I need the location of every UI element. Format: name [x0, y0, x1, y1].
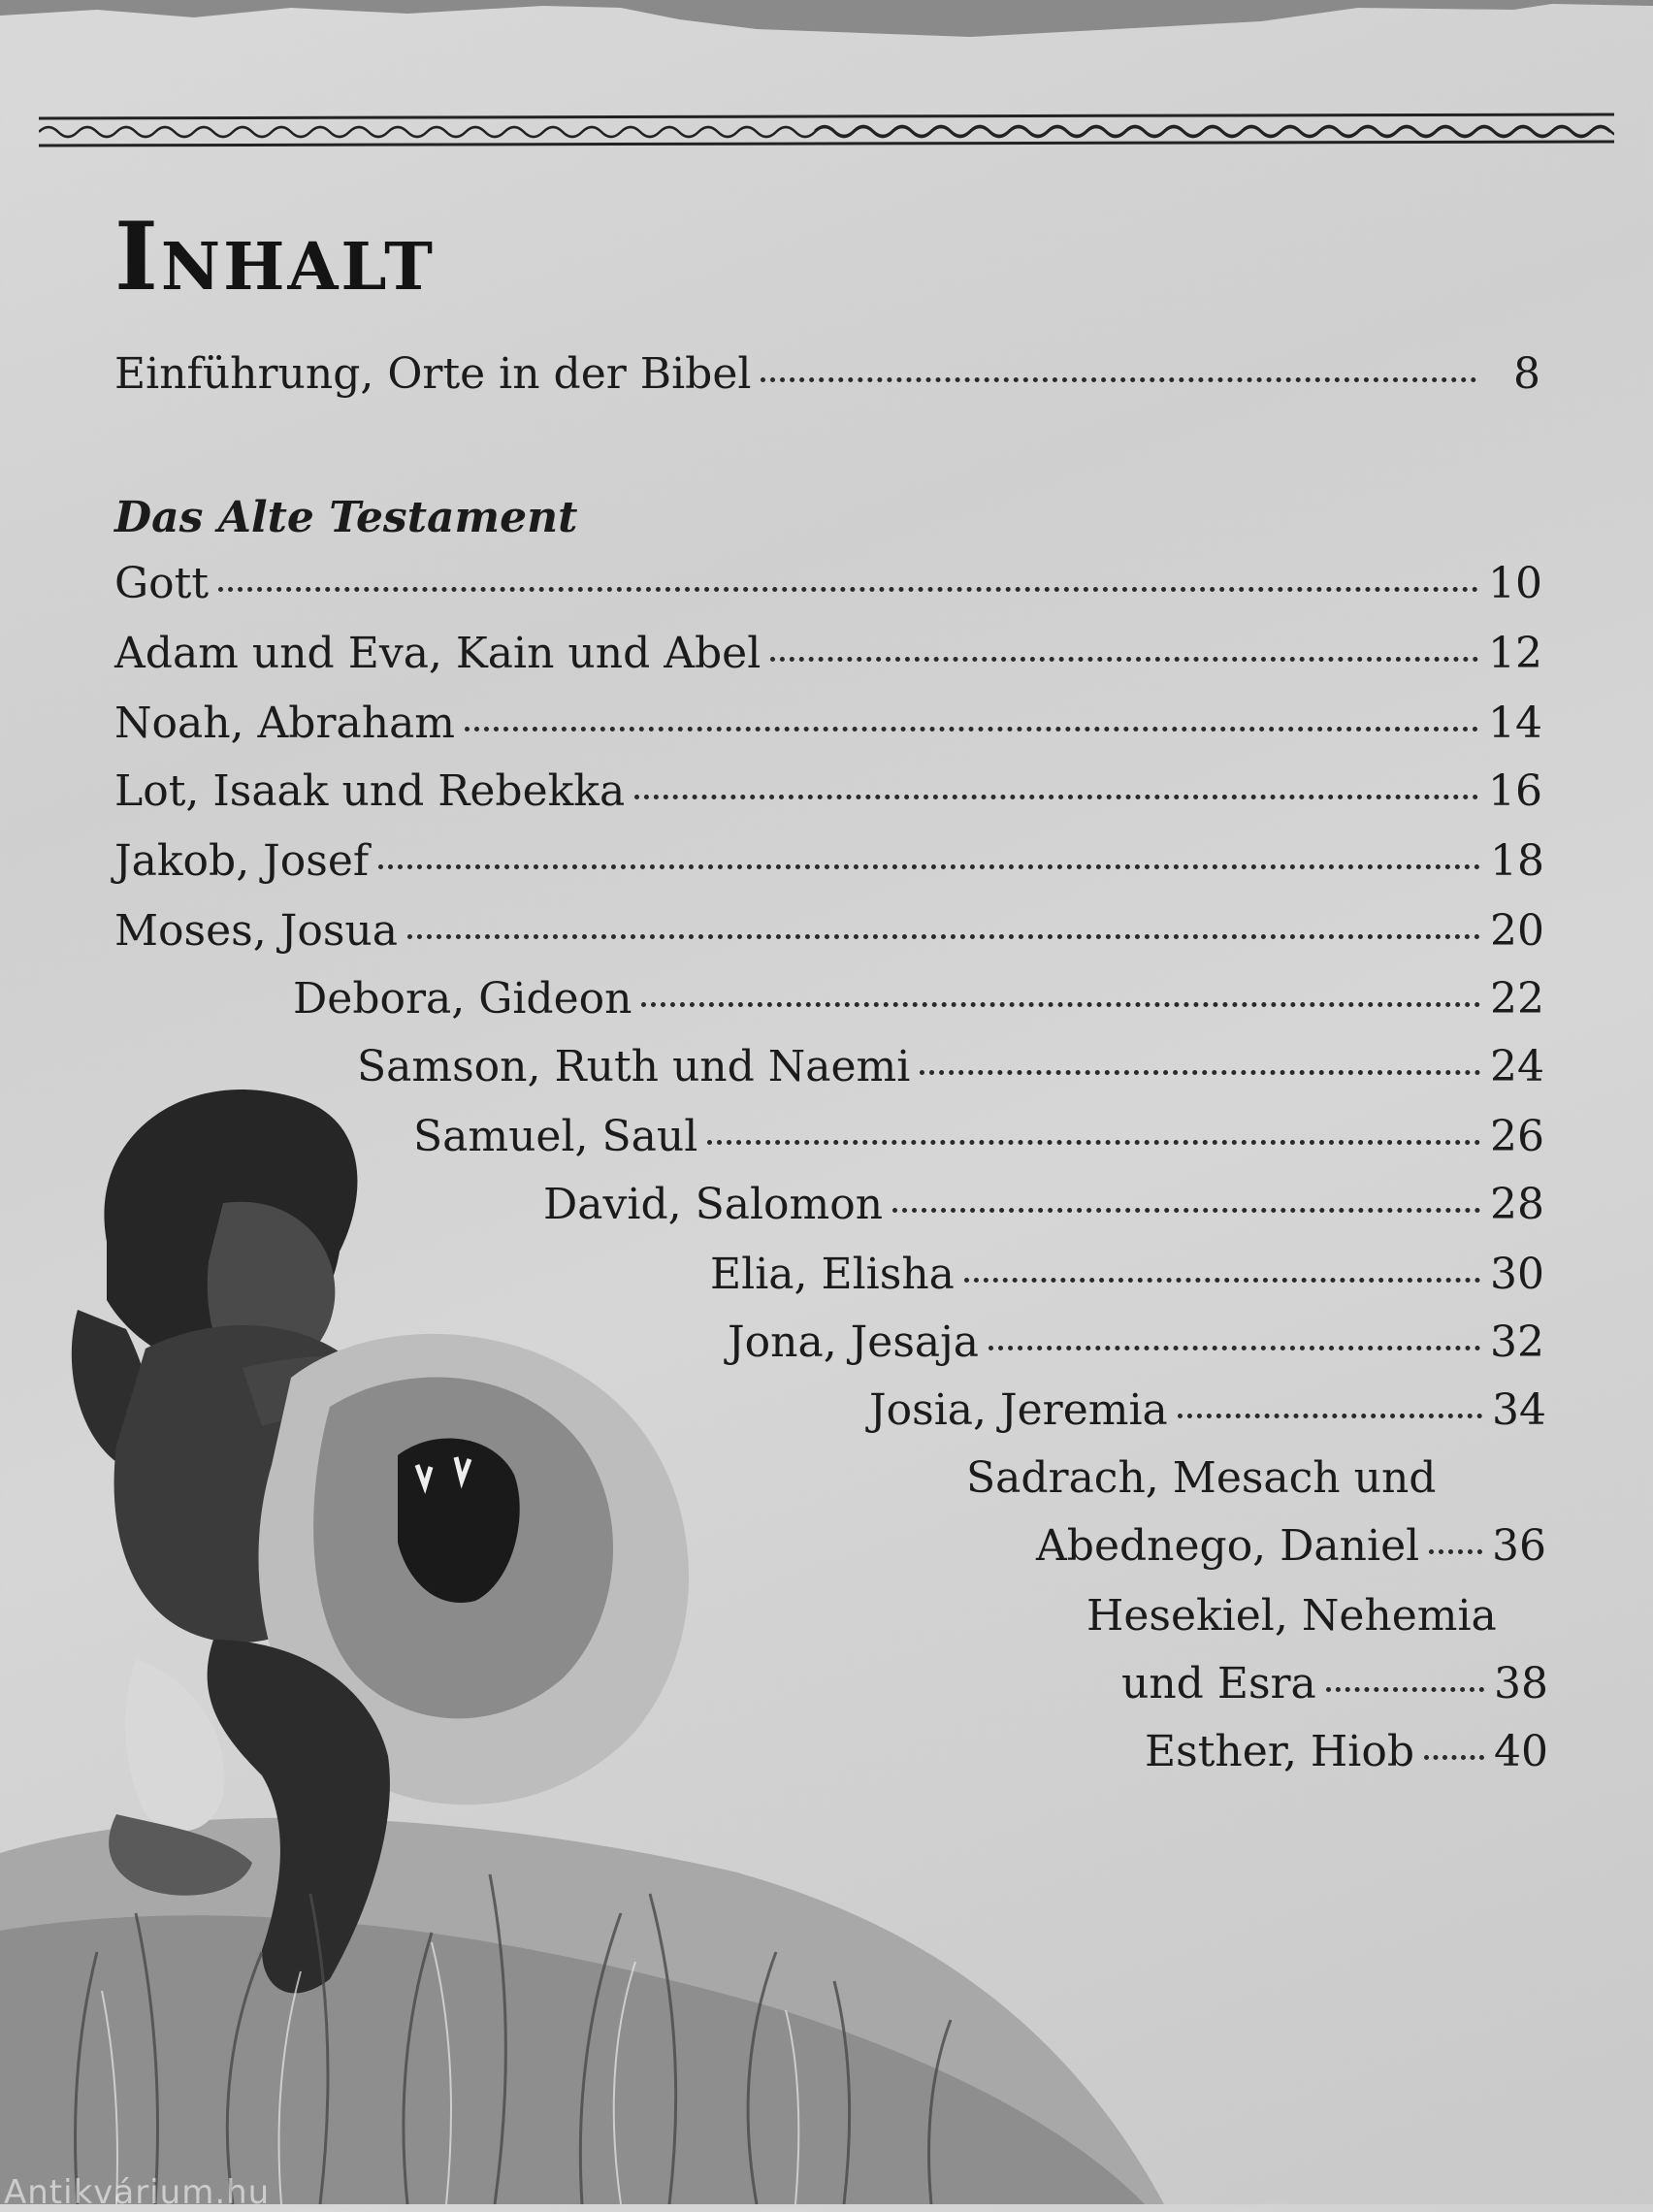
toc-entry: [1121, 1659, 1548, 1717]
toc-page-number: 26: [1490, 1112, 1544, 1161]
toc-entry-label: Samuel, Saul: [413, 1112, 698, 1161]
toc-entry-label: und Esra: [1121, 1659, 1316, 1708]
dot-leader: [465, 727, 1478, 732]
dot-leader: [761, 377, 1476, 382]
toc-entry-label: Elia, Elisha: [710, 1250, 955, 1299]
toc-entry-label: Sadrach, Mesach und: [966, 1453, 1437, 1503]
toc-page-number: 40: [1494, 1727, 1548, 1776]
toc-page-number: 18: [1490, 836, 1544, 886]
dot-leader: [1178, 1414, 1482, 1418]
toc-entry-label: David, Salomon: [543, 1180, 884, 1229]
toc-entry-label: Moses, Josua: [114, 906, 398, 956]
toc-page-number: 12: [1488, 629, 1542, 678]
dot-leader: [378, 864, 1480, 869]
toc-entry-label: Jona, Jesaja: [728, 1317, 980, 1367]
toc-page-number: 22: [1490, 974, 1544, 1024]
watermark-text: Antikvárium.hu: [4, 2173, 271, 2212]
toc-page-number: 28: [1490, 1180, 1544, 1229]
toc-entry: [114, 906, 1544, 964]
toc-entry: [114, 629, 1542, 687]
toc-page-number: 10: [1488, 559, 1542, 608]
dot-leader: [1424, 1755, 1484, 1760]
toc-entry-label: Lot, Isaak und Rebekka: [114, 766, 626, 816]
toc-entry: [114, 766, 1542, 825]
toc-entry-label: Debora, Gideon: [293, 974, 632, 1024]
page-title: Inhalt: [114, 202, 436, 311]
toc-entry: [114, 699, 1542, 757]
toc-entry-label: Abednego, Daniel: [1036, 1521, 1420, 1571]
dot-leader: [1429, 1549, 1482, 1554]
toc-page-number: 30: [1490, 1250, 1544, 1299]
toc-entry: [293, 974, 1544, 1032]
toc-page-number: 20: [1490, 906, 1544, 956]
section-heading: Das Alte Testament: [114, 493, 578, 542]
dot-leader: [634, 795, 1478, 799]
toc-entry-label: Jakob, Josef: [114, 836, 370, 886]
toc-entry-intro: [114, 349, 1540, 407]
toc-page-number: 8: [1513, 349, 1540, 399]
toc-page-number: 16: [1488, 766, 1542, 816]
toc-entry: [114, 836, 1544, 895]
toc-entry-label: Gott: [114, 559, 210, 608]
toc-entry-label: Esther, Hiob: [1145, 1727, 1415, 1776]
toc-entry-label: Josia, Jeremia: [869, 1385, 1168, 1435]
dot-leader: [641, 1002, 1480, 1007]
decorative-border: [39, 113, 1614, 151]
toc-page-number: 32: [1490, 1317, 1544, 1367]
toc-page-number: 38: [1494, 1659, 1548, 1708]
toc-entry-label: Hesekiel, Nehemia: [1086, 1591, 1497, 1641]
toc-entry: [1145, 1727, 1548, 1785]
dot-leader: [1326, 1687, 1484, 1692]
samson-lion-illustration-icon: [0, 1057, 1183, 2204]
dot-leader: [407, 934, 1480, 939]
torn-paper-edge: [0, 0, 1653, 39]
dot-leader: [770, 657, 1478, 662]
toc-page-number: 34: [1492, 1385, 1546, 1435]
toc-page-number: 14: [1488, 699, 1542, 748]
dot-leader: [218, 587, 1478, 592]
toc-entry-label: Noah, Abraham: [114, 699, 456, 748]
toc-entry-label: Einführung, Orte in der Bibel: [114, 349, 752, 399]
toc-entry-label: Adam und Eva, Kain und Abel: [114, 629, 762, 678]
toc-entry: [114, 559, 1542, 617]
toc-page-number: 24: [1490, 1042, 1544, 1091]
toc-entry-label: Samson, Ruth und Naemi: [357, 1042, 911, 1091]
toc-page-number: 36: [1492, 1521, 1546, 1571]
